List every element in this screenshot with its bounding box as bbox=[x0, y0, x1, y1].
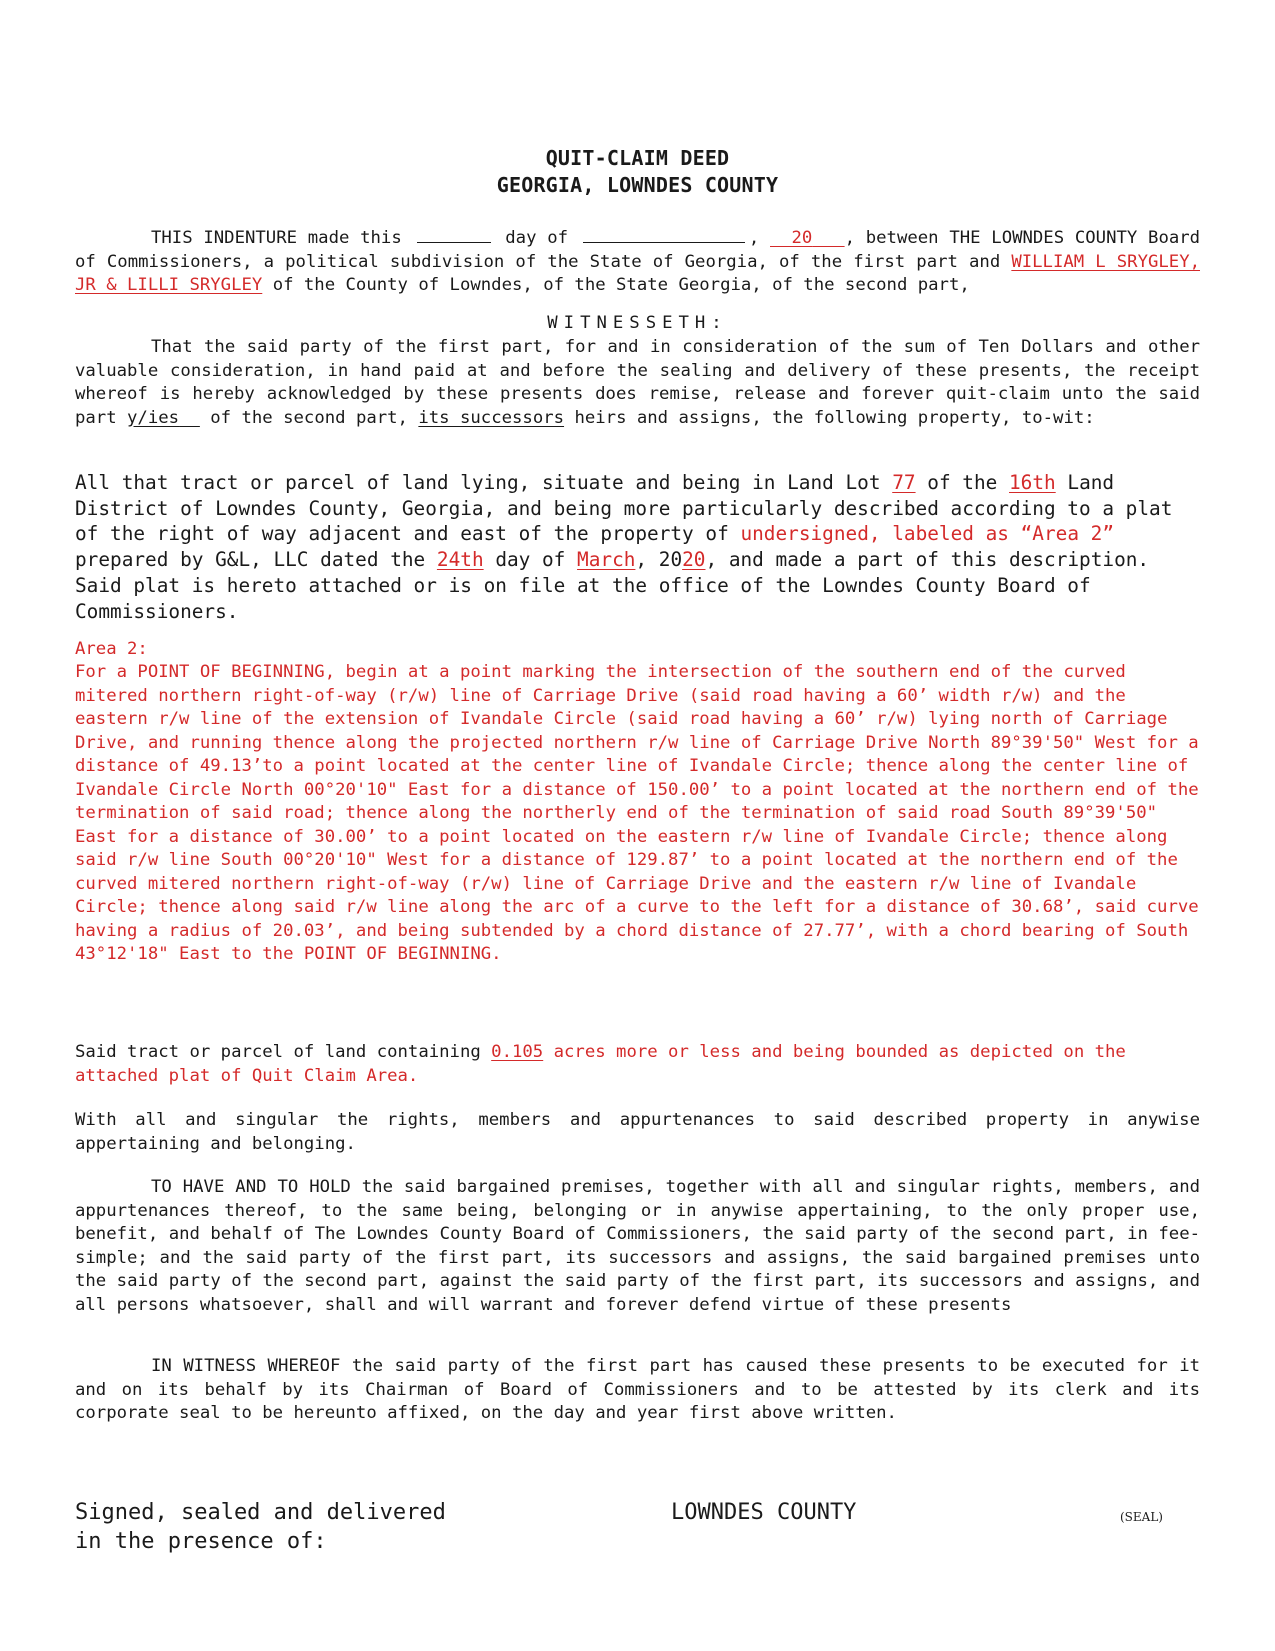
plat-day: 24th bbox=[436, 548, 484, 572]
county-signature-label: LOWNDES COUNTY bbox=[671, 1500, 857, 1525]
habendum-paragraph: TO HAVE AND TO HOLD the said bargained premises, together with all and singular rights, members, and appurtenances thereof, to the same being, belonging or in anywise appertaining, to the only proper use, benefit, and behalf of The Lowndes County Board of Commissioners, the said party of the second part, in fee-simple; and the said party of the first part, its successors and assigns, the said bargained premises unto the said party of the second part, against the said party of the first part, its successors and assigns, and all persons whatsoever, shall and will warrant and forever defend virtue of these presents bbox=[75, 1177, 1200, 1315]
month-blank[interactable] bbox=[583, 224, 745, 243]
plat-year: 20 bbox=[682, 548, 706, 572]
plat-month: March bbox=[577, 548, 636, 572]
rights-paragraph: With all and singular the rights, members and appurtenances to said described property in anywise appertaining and belonging. bbox=[75, 1110, 1200, 1154]
year-value: 20 bbox=[791, 228, 813, 248]
owner-label: undersigned, labeled as “Area 2” bbox=[740, 522, 1115, 546]
acreage-paragraph: Said tract or parcel of land containing 0.105 acres more or less and being bounded as depicted on the attached plat of Quit Claim Area. bbox=[75, 1042, 1126, 1086]
tract-paragraph: All that tract or parcel of land lying, situate and being in Land Lot 77 of the 16th Land District of Lowndes County, Georgia, and being more particularly described according to a plat of the right of way adjacent and east of the property of undersigned, labeled as “Area 2” prepared by G&L, LLC dated the 24th day of March, 2020, and made a part of this description. Said plat is hereto attached or is on file at the office of the Lowndes County Board of Commissioners. bbox=[75, 471, 1173, 623]
district-value: 16th bbox=[1009, 471, 1056, 494]
witnesseth-heading: WITNESSETH: bbox=[547, 313, 728, 333]
acreage-value: 0.105 bbox=[491, 1042, 544, 1062]
area-heading: Area 2: bbox=[75, 639, 148, 659]
indenture-paragraph: THIS INDENTURE made this day of , 20 , between THE LOWNDES COUNTY Board of Commissioners, a political subdivision of the State of Georgia, of the first part and WILLIAM L SRYGLEY, JR & LILLI SRYGLEY of the County of Lowndes, of the State Georgia, of the second part, bbox=[75, 224, 1200, 298]
day-blank[interactable] bbox=[417, 224, 491, 243]
grantee-name: WILLIAM L SRYGLEY, JR & LILLI SRYGLEY bbox=[75, 251, 1200, 295]
testimonium-paragraph: IN WITNESS WHEREOF the said party of the first part has caused these presents to be executed for it and on its behalf by its Chairman of Board of Commissioners and to be attested by its clerk and its corporate seal to be hereunto affixed, on the day and year first above written. bbox=[75, 1356, 1200, 1423]
party-suffix: y/ies bbox=[127, 407, 180, 428]
land-lot-value: 77 bbox=[892, 471, 916, 494]
area-description: For a POINT OF BEGINNING, begin at a point marking the intersection of the southern end of the curved mitered northern right-of-way (r/w) line of Carriage Drive (said road having a 60’ width r/w) and the eastern r/w line of the extension of Ivandale Circle (said road having a 60’ r/w) lying north of Carriage Drive, and running thence along the projected northern r/w line of Carriage Drive North 89°39'50" West for a distance of 49.13’to a point located at the center line of Ivandale Circle; thence along the center line of Ivandale Circle North 00°20'10" East for a distance of 150.00’ to a point located at the northern end of the termination of said road; thence along the northerly end of the termination of said road South 89°39'50" East for a distance of 30.00’ to a point located on the eastern r/w line of Ivandale Circle; thence along said r/w line South 00°20'10" West for a distance of 129.87’ to a point located at the northern end of the curved mitered northern right-of-way (r/w) line of Carriage Drive and the eastern r/w line of Ivandale Circle; thence along said r/w line along the arc of a curve to the left for a distance of 30.68’, said curve having a radius of 20.03’, and being subtended by a chord distance of 27.77’, with a chord bearing of South 43°12'18" East to the POINT OF BEGINNING. bbox=[75, 662, 1199, 964]
document-subtitle: GEORGIA, LOWNDES COUNTY bbox=[496, 173, 779, 197]
document-title: QUIT-CLAIM DEED bbox=[545, 146, 730, 170]
seal-label: (SEAL) bbox=[1120, 1510, 1163, 1524]
signed-sealed-label: Signed, sealed and delivered in the presence of: bbox=[75, 1500, 446, 1554]
successors-text: its successors bbox=[418, 407, 565, 428]
consideration-paragraph: That the said party of the first part, for and in consideration of the sum of Ten Dollars and other valuable consideration, in hand paid at and before the sealing and delivery of these presents, the receipt whereof is hereby acknowledged by these presents does remise, release and forever quit-claim unto the said part y/ies of the second part, its successors heirs and assigns, the following property, to-wit: bbox=[75, 337, 1200, 428]
